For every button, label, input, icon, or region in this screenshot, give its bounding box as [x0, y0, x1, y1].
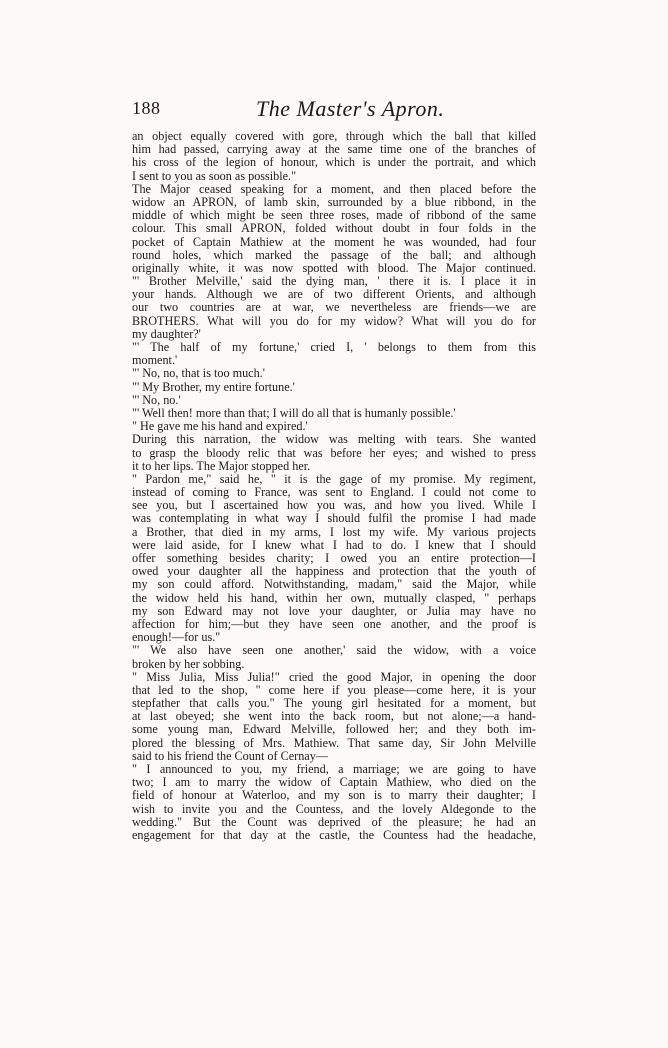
text-line: my son Edward may not love your daughter, or Julia may have no	[132, 604, 536, 618]
text-line: moment.'	[132, 354, 178, 368]
text-line: my son could afford. Notwithstanding, madam," said the Major, while	[132, 578, 536, 592]
text-line: The Major ceased speaking for a moment, and then placed before the	[132, 182, 536, 196]
text-line: offer something besides charity; I owed you an entire protection—I	[132, 552, 536, 565]
text-line: the widow held his hand, within her own, mutually clasped, " perhaps	[132, 591, 536, 605]
text-line: see you, but I ascertained how you was, and how you lived. While I	[132, 499, 536, 513]
page-header	[132, 98, 536, 126]
text-line: some young man, Edward Melville, followed her; and they both im-	[132, 723, 536, 737]
text-line: enough!—for us."	[132, 631, 221, 645]
text-line: " Miss Julia, Miss Julia!" cried the good Major, in opening the door	[132, 670, 536, 684]
text-line: affection for him;—but they have seen one another, and the proof is	[132, 617, 536, 631]
text-line: field of honour at Waterloo, and my son is to marry their daughter; I	[132, 789, 536, 803]
text-line: plored the blessing of Mrs. Mathiew. That same day, Sir John Melville	[132, 736, 536, 750]
text-line: "' Well then! more than that; I will do all that is humanly possible.'	[132, 406, 456, 420]
text-line: During this narration, the widow was melting with tears. She wanted	[132, 433, 536, 447]
body-text	[132, 130, 536, 842]
text-line: broken by her sobbing.	[132, 657, 245, 671]
text-line: "' My Brother, my entire fortune.'	[132, 380, 295, 394]
text-line: our two countries are at war, we nevertheless are friends—we are	[132, 301, 536, 315]
text-line: colour. This small APRON, folded without doubt in four folds in the	[132, 222, 536, 236]
page-number: 188	[132, 98, 161, 118]
text-line: " He gave me his hand and expired.'	[132, 420, 308, 434]
text-line: I sent to you as soon as possible."	[132, 169, 297, 183]
text-line: two; I am to marry the widow of Captain Mathiew, who died on the	[132, 776, 536, 790]
text-line: originally white, it was now spotted with blood. The Major continued.	[132, 261, 536, 275]
text-line: engagement for that day at the castle, the Countess had the headache,	[132, 828, 536, 842]
text-line: "' No, no.'	[132, 393, 181, 407]
text-line: "' We also have seen one another,' said the widow, with a voice	[132, 644, 536, 658]
text-line: " Pardon me," said he, " it is the gage of my promise. My regiment,	[132, 472, 536, 486]
text-line: that led to the shop, " come here if you please—come here, it is your	[132, 683, 536, 697]
text-line: my daughter?'	[132, 327, 201, 341]
text-line: him had passed, carrying away at the same time one of the branches of	[132, 143, 536, 157]
text-line: his cross of the legion of honour, which is under the portrait, and which	[132, 156, 536, 170]
text-line: BROTHERS. What will you do for my widow? What will you do for	[132, 314, 536, 328]
text-line: a Brother, that died in my arms, I lost my wife. My various projects	[132, 525, 536, 539]
text-line: stepfather that calls you." The young girl hesitated for a moment, but	[132, 697, 536, 711]
text-line: "' Brother Melville,' said the dying man, ' there it is. I place it in	[132, 275, 536, 289]
text-line: "' No, no, that is too much.'	[132, 367, 265, 381]
text-line: at last obeyed; she went into the back room, but not alone;—a hand-	[132, 710, 536, 724]
text-line: "' The half of my fortune,' cried I, ' belongs to them from this	[132, 341, 536, 354]
text-line: said to his friend the Count of Cernay—	[132, 749, 328, 763]
text-line: wedding." But the Count was deprived of the pleasure; he had an	[132, 815, 536, 829]
text-line: an object equally covered with gore, through which the ball that killed	[132, 130, 536, 143]
text-line: round holes, which marked the passage of the ball; and although	[132, 248, 536, 262]
text-line: owed your daughter all the happiness and protection that the youth of	[132, 565, 536, 579]
text-line: were laid aside, for I knew what I had to do. I knew that I should	[132, 538, 536, 552]
text-line: your hands. Although we are of two different Orients, and although	[132, 288, 536, 302]
text-line: pocket of Captain Mathiew at the moment he was wounded, had four	[132, 235, 536, 249]
text-line: wish to invite you and the Countess, and the lovely Aldegonde to the	[132, 802, 536, 816]
text-line: middle of which might be seen three roses, made of ribbond of the same	[132, 209, 536, 223]
text-line: widow an APRON, of lamb skin, surrounded by a blue ribbond, in the	[132, 195, 536, 209]
text-line: " I announced to you, my friend, a marriage; we are going to have	[132, 763, 536, 776]
running-title: The Master's Apron.	[256, 96, 445, 121]
text-line: it to her lips. The Major stopped her.	[132, 459, 311, 473]
text-line: was contemplating in what way I should fulfil the promise I had made	[132, 512, 536, 526]
text-line: to grasp the bloody relic that was before her eyes; and wished to press	[132, 446, 536, 460]
text-line: instead of coming to France, was sent to England. I could not come to	[132, 486, 536, 500]
